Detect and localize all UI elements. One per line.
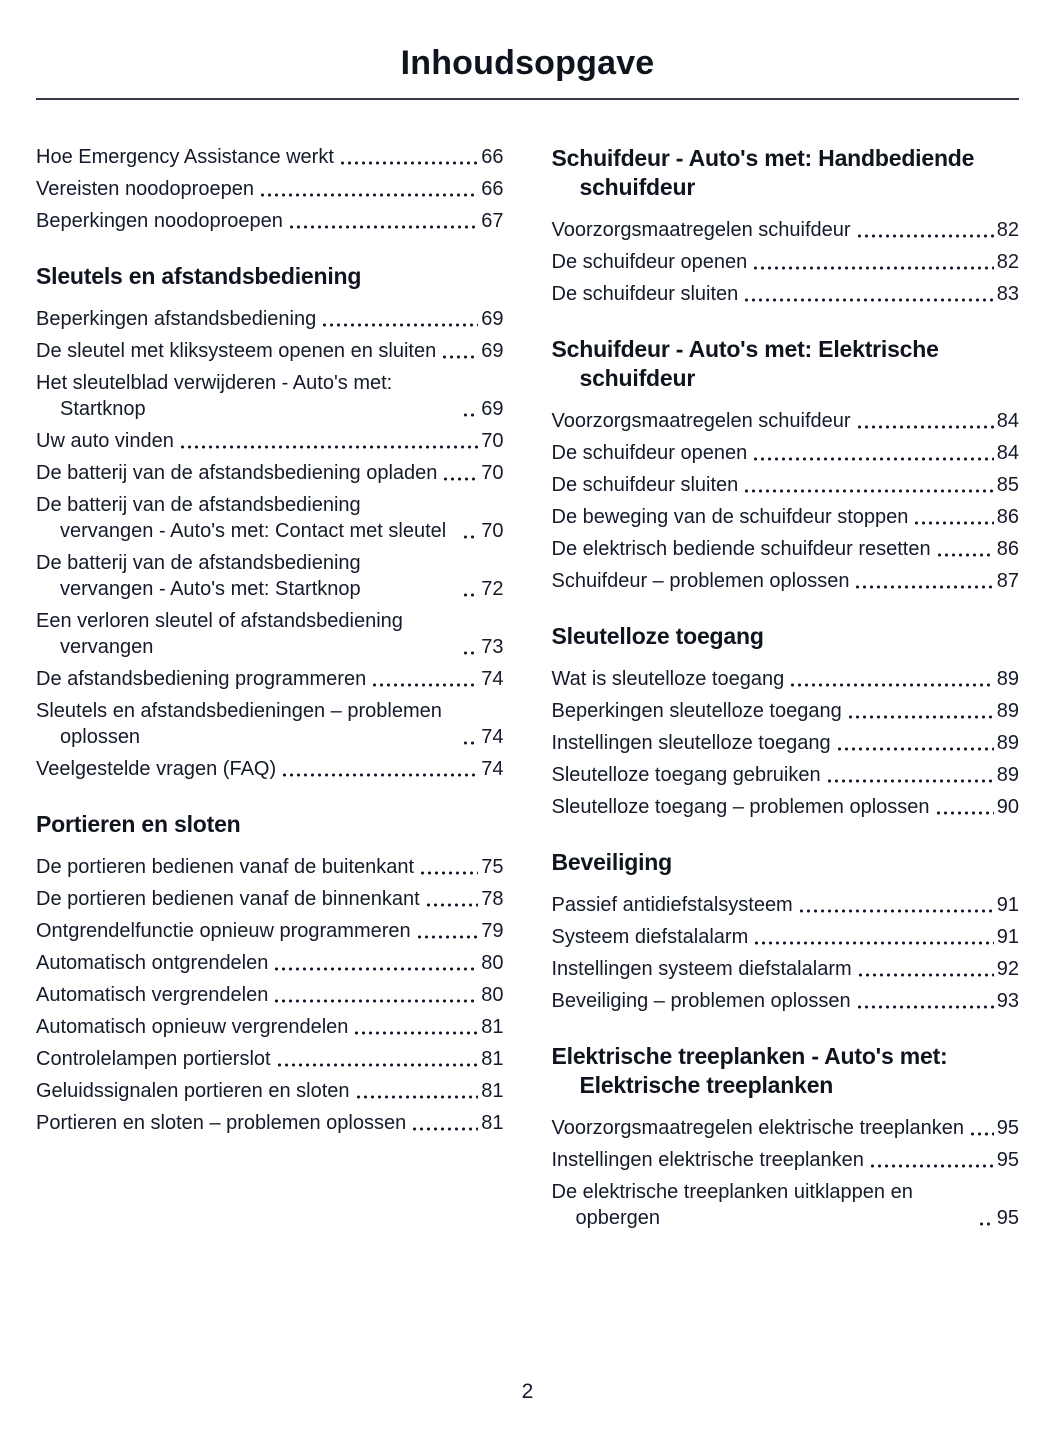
dot-leader [462,741,478,745]
dot-leader [425,903,479,907]
toc-entry-title: De schuifdeur openen [551,251,748,273]
toc-entry-title: Passief antidiefstalsysteem [551,894,793,916]
toc-entry-page: 93 [996,990,1019,1012]
dot-leader [935,811,994,815]
toc-entry-page: 80 [481,984,504,1006]
toc-entry-title: Sleutelloze toegang – problemen oplossen [551,796,930,818]
toc-entry-page: 84 [996,442,1019,464]
toc-entry-title: Voorzorgsmaatregelen elektrische treeplanken [551,1117,964,1139]
toc-entry-title: Het sleutelblad verwijderen - Auto's met: Startknop [36,372,393,420]
table-of-contents [36,144,1019,1237]
toc-entry-page: 74 [481,668,504,690]
section-heading: Elektrische treeplanken - Auto's met: Elektrische treeplanken [551,1043,948,1098]
dot-leader [847,715,994,719]
toc-column-right [552,144,1020,1237]
dot-leader [462,535,478,539]
toc-entry [552,536,1020,562]
dot-leader [441,355,478,359]
section-heading: Sleutelloze toegang [551,623,764,649]
toc-entry-page: 89 [996,732,1019,754]
toc-entry-page: 69 [481,340,504,362]
toc-entry-page: 91 [996,894,1019,916]
toc-entry [552,217,1020,243]
toc-entry-page: 86 [996,538,1019,560]
toc-entry-page: 92 [996,958,1019,980]
toc-entry-title: De portieren bedienen vanaf de binnenkant [36,888,420,910]
toc-entry-page: 70 [481,430,504,452]
dot-leader [462,413,478,417]
dot-leader [273,967,478,971]
toc-entry-title: Vereisten noodoproepen [36,178,254,200]
toc-entry-title: Automatisch vergrendelen [36,984,269,1006]
dot-leader [913,521,993,525]
dot-leader [752,266,994,270]
toc-entry-page: 72 [481,578,504,600]
toc-entry [36,1078,504,1104]
toc-entry-title: De batterij van de afstandsbediening vervangen - Auto's met: Contact met sleutel [36,494,447,542]
toc-entry-title: Beperkingen afstandsbediening [36,308,317,330]
toc-entry-page: 91 [996,926,1019,948]
toc-entry-page: 81 [481,1016,504,1038]
toc-entry [552,892,1020,918]
dot-leader [978,1222,994,1226]
toc-entry [36,492,504,544]
toc-entry-page: 79 [481,920,504,942]
toc-entry-title: Instellingen sleutelloze toegang [551,732,831,754]
toc-entry-page: 95 [996,1207,1019,1229]
toc-entry-page: 86 [996,506,1019,528]
toc-entry-title: Beperkingen sleutelloze toegang [551,700,842,722]
toc-entry [552,762,1020,788]
dot-leader [411,1127,478,1131]
toc-entry-title: Voorzorgsmaatregelen schuifdeur [551,410,851,432]
toc-column-left [36,144,504,1237]
toc-entry-page: 85 [996,474,1019,496]
toc-entry-title: De batterij van de afstandsbediening opladen [36,462,438,484]
toc-entry [552,956,1020,982]
toc-entry-page: 89 [996,668,1019,690]
title-divider [36,98,1019,100]
dot-leader [826,779,994,783]
toc-entry [36,1110,504,1136]
dot-leader [321,323,478,327]
toc-entry [36,608,504,660]
toc-entry-page: 74 [481,726,504,748]
toc-entry [36,370,504,422]
toc-entry-title: De beweging van de schuifdeur stoppen [551,506,909,528]
toc-entry [552,924,1020,950]
dot-leader [416,935,479,939]
toc-entry-title: Uw auto vinden [36,430,174,452]
toc-entry-title: De schuifdeur openen [551,442,748,464]
section-heading: Schuifdeur - Auto's met: Handbediende schuifdeur [551,145,975,200]
dot-leader [857,973,994,977]
section-heading: Portieren en sloten [36,811,241,837]
toc-entry [552,440,1020,466]
toc-entry-page: 90 [996,796,1019,818]
toc-entry-title: Sleutels en afstandsbedieningen – problemen oplossen [36,700,442,748]
page-number: 2 [521,1380,534,1403]
dot-leader [969,1132,994,1136]
toc-entry [36,1046,504,1072]
dot-leader [462,651,478,655]
toc-entry [36,338,504,364]
toc-entry-title: Instellingen systeem diefstalalarm [551,958,852,980]
section-heading: Sleutels en afstandsbediening [36,263,362,289]
section-heading: Schuifdeur - Auto's met: Elektrische schuifdeur [551,336,939,391]
toc-entry [36,1014,504,1040]
toc-entry-page: 70 [481,462,504,484]
toc-entry-page: 84 [996,410,1019,432]
toc-entry-page: 87 [996,570,1019,592]
dot-leader [273,999,478,1003]
toc-entry-title: Systeem diefstalalarm [551,926,749,948]
toc-entry-page: 69 [481,308,504,330]
toc-entry-page: 81 [481,1048,504,1070]
toc-entry-page: 83 [996,283,1019,305]
toc-entry-title: Portieren en sloten – problemen oplossen [36,1112,407,1134]
toc-entry-title: Beveiliging – problemen oplossen [551,990,851,1012]
toc-entry [36,756,504,782]
dot-leader [281,773,478,777]
toc-entry-title: Voorzorgsmaatregelen schuifdeur [551,219,851,241]
toc-entry [552,408,1020,434]
toc-entry-page: 74 [481,758,504,780]
toc-entry-page: 67 [481,210,504,232]
toc-entry-title: Beperkingen noodoproepen [36,210,283,232]
toc-entry-title: De batterij van de afstandsbediening vervangen - Auto's met: Startknop [36,552,361,600]
toc-entry [552,568,1020,594]
dot-leader [869,1164,994,1168]
dot-leader [259,193,478,197]
section-heading: Beveiliging [551,849,672,875]
page-footer [0,1380,1055,1404]
toc-entry [552,988,1020,1014]
toc-entry [36,208,504,234]
dot-leader [856,234,994,238]
toc-entry-page: 89 [996,764,1019,786]
dot-leader [371,683,478,687]
toc-entry-title: De sleutel met kliksysteem openen en sluiten [36,340,437,362]
toc-entry [36,144,504,170]
toc-entry [552,472,1020,498]
toc-entry [552,504,1020,530]
toc-entry [552,730,1020,756]
toc-entry-page: 69 [481,398,504,420]
toc-entry-page: 73 [481,636,504,658]
toc-entry-title: De afstandsbediening programmeren [36,668,367,690]
toc-entry-title: Ontgrendelfunctie opnieuw programmeren [36,920,411,942]
toc-entry-page: 66 [481,178,504,200]
dot-leader [288,225,478,229]
dot-leader [743,298,993,302]
toc-entry-title: Een verloren sleutel of afstandsbediening vervangen [36,610,403,658]
toc-entry-title: Sleutelloze toegang gebruiken [551,764,821,786]
toc-entry-title: De schuifdeur sluiten [551,283,739,305]
toc-entry-title: Hoe Emergency Assistance werkt [36,146,334,168]
dot-leader [353,1031,478,1035]
toc-entry [36,666,504,692]
toc-entry-title: De elektrische treeplanken uitklappen en opbergen [551,1181,913,1229]
dot-leader [442,477,478,481]
toc-entry-title: Veelgestelde vragen (FAQ) [36,758,277,780]
toc-entry [36,306,504,332]
page-title: Inhoudsopgave [400,44,655,82]
toc-entry [552,1179,1020,1231]
dot-leader [355,1095,479,1099]
toc-entry [552,794,1020,820]
toc-entry [552,666,1020,692]
toc-entry-page: 82 [996,219,1019,241]
toc-entry [552,1115,1020,1141]
toc-entry-title: De portieren bedienen vanaf de buitenkant [36,856,415,878]
toc-entry-page: 95 [996,1149,1019,1171]
toc-entry [36,460,504,486]
toc-entry [36,918,504,944]
toc-entry [36,428,504,454]
toc-entry-page: 78 [481,888,504,910]
toc-entry-page: 70 [481,520,504,542]
toc-entry [36,698,504,750]
dot-leader [856,425,994,429]
toc-entry-page: 75 [481,856,504,878]
toc-entry-title: Schuifdeur – problemen oplossen [551,570,850,592]
dot-leader [789,683,994,687]
toc-entry [36,854,504,880]
toc-entry-page: 95 [996,1117,1019,1139]
toc-entry-page: 89 [996,700,1019,722]
dot-leader [752,457,994,461]
dot-leader [419,871,478,875]
toc-entry-page: 82 [996,251,1019,273]
toc-entry-title: Instellingen elektrische treeplanken [551,1149,864,1171]
toc-entry [36,886,504,912]
toc-entry [36,950,504,976]
dot-leader [179,445,478,449]
toc-entry-title: De elektrisch bediende schuifdeur resetten [551,538,931,560]
toc-entry-page: 66 [481,146,504,168]
toc-entry-page: 81 [481,1080,504,1102]
toc-entry-title: Geluidssignalen portieren en sloten [36,1080,350,1102]
dot-leader [743,489,993,493]
dot-leader [462,593,478,597]
toc-entry-page: 81 [481,1112,504,1134]
toc-entry [552,1147,1020,1173]
toc-entry-title: Automatisch ontgrendelen [36,952,269,974]
toc-entry-title: Controlelampen portierslot [36,1048,271,1070]
toc-entry [552,698,1020,724]
dot-leader [856,1005,994,1009]
dot-leader [798,909,994,913]
dot-leader [854,585,993,589]
dot-leader [836,747,994,751]
toc-entry [36,176,504,202]
toc-entry-title: De schuifdeur sluiten [551,474,739,496]
toc-entry [552,281,1020,307]
toc-entry-page: 80 [481,952,504,974]
page-header [36,44,1019,100]
dot-leader [339,161,478,165]
toc-entry [552,249,1020,275]
toc-entry-title: Automatisch opnieuw vergrendelen [36,1016,349,1038]
dot-leader [753,941,994,945]
toc-entry [36,550,504,602]
dot-leader [936,553,994,557]
dot-leader [276,1063,479,1067]
toc-entry-title: Wat is sleutelloze toegang [551,668,785,690]
toc-entry [36,982,504,1008]
